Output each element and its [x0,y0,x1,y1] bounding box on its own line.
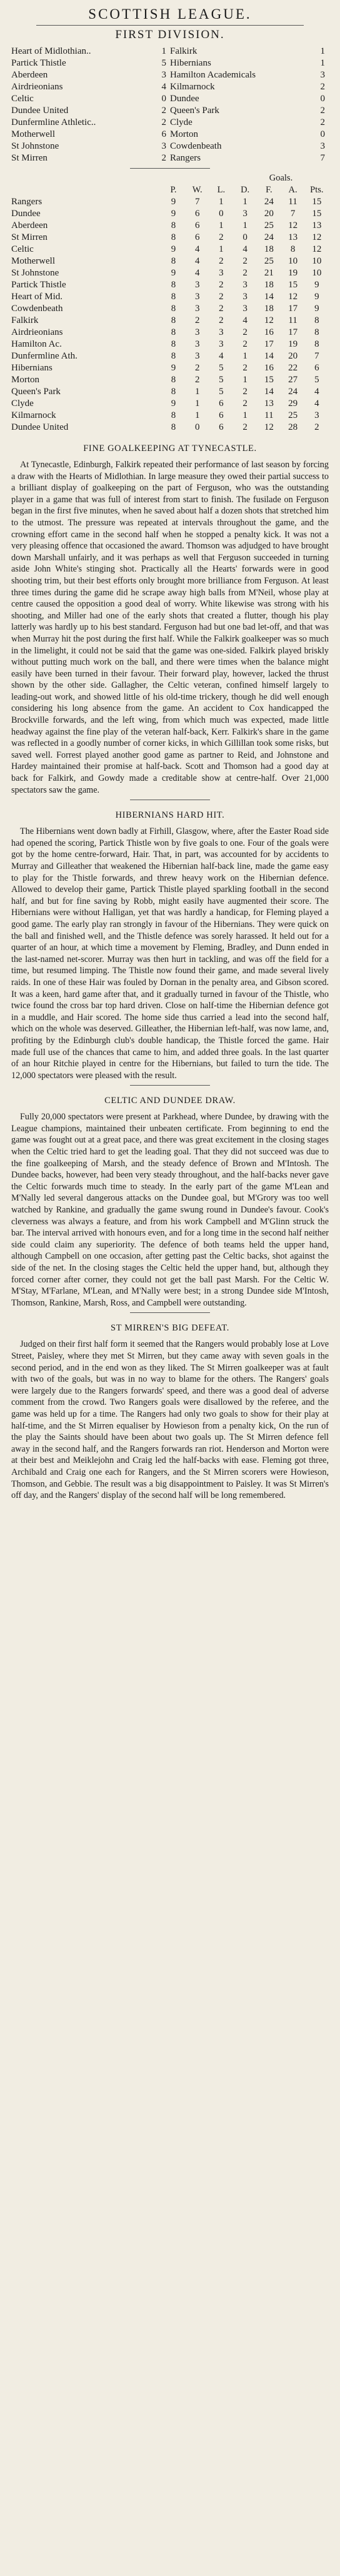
league-stat: 2 [242,327,248,337]
article [11,1312,329,1501]
league-row [11,398,329,410]
league-stat: 8 [171,292,176,302]
away-team: Falkirk [169,46,198,56]
home-goals: 6 [161,129,166,139]
league-stat: 22 [288,363,298,373]
league-team: Dunfermline Ath. [11,351,78,361]
result-row [11,105,329,117]
league-stat: 2 [242,399,248,409]
article [11,443,329,796]
league-stat: 2 [242,422,248,432]
away-goals: 7 [320,153,325,163]
league-stat: 10 [288,256,298,266]
league-row [11,362,329,374]
home-goals: 2 [161,153,166,163]
result-row [11,141,329,152]
league-stat: 8 [314,315,319,325]
league-row [11,267,329,279]
league-team: Partick Thistle [11,280,66,290]
league-stat: 1 [242,197,248,207]
league-stat: 20 [288,351,298,361]
league-team: Morton [11,375,39,385]
home-goals: 3 [161,70,166,80]
result-row [11,69,329,81]
league-row [11,339,329,350]
league-row [11,196,329,208]
league-stat: 11 [288,315,298,325]
league-stat: 12 [288,220,298,230]
league-stat: 1 [242,351,248,361]
league-header-cell: W. [192,185,202,195]
division-title: FIRST DIVISION. [115,28,225,41]
league-stat: 14 [264,351,274,361]
league-stat: 10 [312,268,322,278]
league-team: Kilmarnock [11,410,56,420]
league-stat: 5 [219,363,224,373]
league-stat: 25 [264,220,274,230]
league-stat: 5 [219,387,224,397]
league-stat: 3 [314,410,319,420]
league-stat: 3 [194,304,200,314]
league-stat: 16 [264,327,274,337]
result-row [11,129,329,141]
league-stat: 0 [219,209,224,219]
league-header-team [11,184,161,196]
league-row [11,386,329,398]
league-team: Queen's Park [11,387,61,397]
league-stat: 18 [264,280,274,290]
home-team: Motherwell [11,129,55,139]
league-stat: 8 [171,339,176,349]
league-stat: 3 [242,292,248,302]
league-stat: 7 [290,209,296,219]
league-stat: 9 [171,209,176,219]
article [11,1085,329,1309]
home-goals: 2 [161,117,166,127]
away-goals: 1 [320,46,325,56]
home-goals: 0 [161,94,166,104]
league-stat: 8 [290,244,296,254]
league-stat: 1 [194,399,200,409]
league-team: Heart of Mid. [11,292,63,302]
league-stat: 18 [264,244,274,254]
article-list [11,443,329,1502]
league-stat: 6 [219,399,224,409]
league-stat: 8 [171,304,176,314]
away-goals: 1 [320,58,325,68]
article-paragraph: The Hibernians went down badly at Firhill, Glasgow, where, after the Easter Road side had opened the scoring, Partick Thistle won by five goals to one. Four of the goals were got by the home centre-forward, Hair. That, in part, was accounted for by accidents to Murray and Gilleather that weakened the Hibernian half-back line, made the game easy to play for the Thistle forwards, and threw heavy work on the Hibernian defence. Allowed to develop their game, Partick Thistle played sparkling football in the second half, and but for fine saving by Robb, might easily have augmented their score. The Hibernians were without Halligan, yet that was hardly a handicap, for Fleming played a good game. The early play ran strongly in favour of the Hibernians. They were quick on the ball and finished well, and the Thistle defence was sorely harassed. It held out for a quarter of an hour, at which time a movement by Fleming, Bradley, and Dunn ended in the last-named net-scorer. Murray was then hurt in tackling, and was off the field for a time, but resumed limping. The Thistle now found their game, and made several lively raids. In one of these Hair was fouled by Dornan in the penalty area, and Gibson scored. It was a keen, hard game after that, and it gradually turned in favour of the Thistle, who twice found the cross bar top hard driven. Close on half-time the Hibernian defence got in a muddle, and Hair scored. The home side thus carried a lead into the second half, which on the whole was deserved. Gilleather, the Hibernian left-half, was now lame, and, profiting by the Edinburgh club's double handicap, the Thistle forced the game. Hair made full use of the chances that came to him, and added three goals. In the last quarter of an hour Ritchie played in centre for the Hibernians, but failed to turn the tide. The 12,000 spectators were pleased with the result. [11,826,329,1081]
league-stat: 1 [242,375,248,385]
league-row [11,350,329,362]
league-team: Motherwell [11,256,55,266]
league-row [11,422,329,433]
league-stat: 1 [219,220,224,230]
league-stat: 8 [171,375,176,385]
home-team: Partick Thistle [11,58,66,68]
league-stat: 3 [194,280,200,290]
league-stat: 15 [264,375,274,385]
league-stat: 2 [242,387,248,397]
league-stat: 2 [242,363,248,373]
league-stat: 6 [194,220,200,230]
league-stat: 12 [288,292,298,302]
league-stat: 8 [171,232,176,242]
away-team: Dundee [169,94,199,104]
league-stat: 2 [242,268,248,278]
league-stat: 2 [314,422,319,432]
league-stat: 24 [264,232,274,242]
league-stat: 13 [288,232,298,242]
league-stat: 1 [242,220,248,230]
result-row [11,57,329,69]
league-stat: 9 [171,197,176,207]
results-divider [130,168,210,169]
league-stat: 13 [312,220,322,230]
league-row [11,374,329,386]
league-header-row [11,184,329,196]
league-stat: 3 [219,268,224,278]
home-team: Airdrieonians [11,82,63,92]
league-stat: 9 [171,363,176,373]
goals-label: Goals. [269,173,293,183]
league-stat: 25 [264,256,274,266]
league-header-cell: P. [170,185,177,195]
league-stat: 8 [314,339,319,349]
home-goals: 3 [161,141,166,151]
away-goals: 0 [320,129,325,139]
league-team: Airdrieonians [11,327,63,337]
league-stat: 2 [194,363,200,373]
league-row [11,279,329,291]
league-stat: 6 [219,410,224,420]
league-stat: 8 [171,387,176,397]
league-stat: 3 [194,351,200,361]
league-stat: 6 [194,209,200,219]
result-row [11,46,329,57]
away-team: Morton [169,129,198,139]
league-stat: 2 [219,315,224,325]
league-stat: 17 [288,327,298,337]
league-stat: 1 [242,410,248,420]
league-stat: 8 [314,327,319,337]
league-stat: 17 [264,339,274,349]
away-goals: 3 [320,70,325,80]
league-stat: 3 [194,292,200,302]
league-stat: 0 [194,422,200,432]
league-stat: 3 [194,327,200,337]
league-stat: 2 [219,292,224,302]
league-stat: 1 [194,410,200,420]
home-team: Heart of Midlothian.. [11,46,91,56]
league-stat: 13 [264,399,274,409]
league-stat: 15 [312,209,322,219]
article-divider [130,1312,210,1313]
title-divider [36,25,304,26]
home-team: Dundee United [11,106,69,116]
league-table [11,172,329,433]
league-stat: 7 [314,351,319,361]
result-row [11,152,329,164]
league-header-cell: Pts. [310,185,324,195]
league-stat: 4 [194,268,200,278]
page-title: SCOTTISH LEAGUE. [88,6,252,22]
league-stat: 0 [242,232,248,242]
league-stat: 2 [242,256,248,266]
league-stat: 3 [219,327,224,337]
away-team: Queen's Park [169,106,219,116]
league-header-cell: A. [288,185,298,195]
league-stat: 8 [171,410,176,420]
league-team: Cowdenbeath [11,304,63,314]
league-row [11,303,329,315]
league-row [11,232,329,244]
league-stat: 18 [264,304,274,314]
league-stat: 6 [194,232,200,242]
league-stat: 2 [219,232,224,242]
league-stat: 2 [219,256,224,266]
away-goals: 2 [320,82,325,92]
away-team: Rangers [169,153,201,163]
result-row [11,81,329,93]
league-stat: 4 [194,256,200,266]
league-stat: 2 [219,304,224,314]
league-stat: 17 [288,304,298,314]
league-header-cell: L. [217,185,226,195]
article [11,800,329,1081]
league-stat: 28 [288,422,298,432]
league-stat: 4 [219,351,224,361]
away-goals: 2 [320,106,325,116]
league-row [11,255,329,267]
league-stat: 12 [312,232,322,242]
league-team: Dundee United [11,422,69,432]
league-stat: 25 [288,410,298,420]
league-stat: 8 [171,280,176,290]
league-stat: 5 [314,375,319,385]
league-stat: 3 [242,209,248,219]
home-team: Celtic [11,94,34,104]
home-team: St Mirren [11,153,48,163]
league-stat: 4 [242,315,248,325]
league-stat: 4 [314,399,319,409]
league-team: St Mirren [11,232,48,242]
article-heading: HIBERNIANS HARD HIT. [115,810,225,821]
home-goals: 4 [161,82,166,92]
league-stat: 6 [314,363,319,373]
league-stat: 1 [219,197,224,207]
league-stat: 9 [314,304,319,314]
article-heading: CELTIC AND DUNDEE DRAW. [104,1096,236,1106]
league-stat: 2 [194,375,200,385]
home-goals: 5 [161,58,166,68]
away-goals: 2 [320,117,325,127]
league-stat: 21 [264,268,274,278]
league-stat: 16 [264,363,274,373]
league-stat: 9 [314,280,319,290]
article-heading: FINE GOALKEEPING AT TYNECASTLE. [83,443,257,453]
league-stat: 24 [288,387,298,397]
league-stat: 4 [314,387,319,397]
home-goals: 1 [161,46,166,56]
league-stat: 11 [288,197,298,207]
league-stat: 12 [264,315,274,325]
league-team: Dundee [11,209,41,219]
league-stat: 8 [171,256,176,266]
league-stat: 1 [219,244,224,254]
league-row [11,291,329,303]
league-team: Rangers [11,197,42,207]
league-stat: 14 [264,387,274,397]
league-row [11,327,329,339]
league-stat: 8 [171,327,176,337]
away-team: Hibernians [169,58,211,68]
result-row [11,93,329,105]
league-stat: 1 [194,387,200,397]
league-stat: 12 [264,422,274,432]
league-row [11,220,329,232]
result-row [11,117,329,129]
league-row [11,410,329,422]
league-stat: 8 [171,422,176,432]
league-stat: 24 [264,197,274,207]
league-row [11,208,329,220]
league-stat: 11 [264,410,274,420]
league-stat: 10 [312,256,322,266]
league-stat: 20 [264,209,274,219]
league-team: Hamilton Ac. [11,339,62,349]
away-goals: 0 [320,94,325,104]
league-row [11,315,329,327]
article-paragraph: Judged on their first half form it seemed that the Rangers would probably lose at Love Street, Paisley, where they met St Mirren, but they came away with seven goals in the second period, and in the end won as they liked. The St Mirren goalkeeper was at fault with two of the goals, but was in no way to blame for the others. The Rangers' goals were largely due to the Rangers forwards' speed, and there was a good deal of adverse comment from the crowd. Two Rangers goals were disallowed by the referee, and the game was held up for a time. The Rangers had only two goals to show for their play at half-time, and the St Mirren equaliser by Howieson from a penalty kick, On the run of the play the Saints should have been about two goals up. The St Mirren defence fell away in the second half, and the Rangers forwards ran riot. Henderson and Morton were at their best and Meiklejohn and Craig led the half-backs with ease. Fleming got three, Archibald and Craig one each for Rangers, and the St Mirren scorers were Howieson, Thomson, and Gebbie. The result was a big disappointment to Paisley. It was St Mirren's off day, and the Rangers' display of the second half will be long remembered. [11,1339,329,1501]
league-team: Clyde [11,399,34,409]
league-stat: 9 [171,244,176,254]
away-team: Clyde [169,117,192,127]
away-goals: 3 [320,141,325,151]
league-stat: 4 [194,244,200,254]
away-team: Kilmarnock [169,82,215,92]
league-team: St Johnstone [11,268,59,278]
results-table [11,46,329,164]
league-stat: 9 [171,399,176,409]
league-stat: 7 [194,197,200,207]
article-paragraph: At Tynecastle, Edinburgh, Falkirk repeated their performance of last season by forcing a draw with the Hearts of Midlothian. In large measure they owed their partial success to a brilliant display of goalkeeping on the part of Ferguson, who was the outstanding player in a game that was full of interest from start to finish. The fusilade on Ferguson began in the first five minutes, when he saved about half a dozen shots that stretched him to the utmost. The pressure was repeated at intervals throughout the game, and the crowning effort came in the second half when he stopped a penalty kick. It was not a very pleasing offence that occasioned the award. Thomson was adjudged to have brought down Marshall unfairly, and it was perhaps as well that Ferguson succeeded in turning aside John White's stinging shot. Practically all the Hearts' forwards were in good shooting trim, but their best efforts only brought more brilliance from Ferguson. At least three times during the game did he scrape away high balls from M'Neil, whose play at centre caused the opposition a good deal of worry. White likewise was strong with his shooting, and Miller had one of the early shots that created a flutter, though his play latterly was hardly up to his best standard. Ferguson had but one bad let-off, and that was when Murray hit the post during the first half. While the Falkirk goalkeeper was so much in the limelight, it could not be said that the game was one-sided. Falkirk played briskly without putting much work on the ball, and there were times when the balance might easily have been turned in their favour. Their forward play, however, lacked the thrust shown by the other side. Gallagher, the Celtic veteran, confined himself largely to leading-out work, and showed little of his old-time trickery, though he did well enough considering his long absence from the game. An accident to Cox handicapped the Brockville forwards, and the left wing, from which much was expected, made little headway against the fine play of the veteran half-back, Kerr. Falkirk's share in the game was reflected in a goodly number of corner kicks, in which Gillillan took some risks, but saved well. Forrest played another good game as partner to Reid, and Johnstone and Hardey maintained their promise at half-back. Scott and Thomson had a good day at back for Falkirk, and Gowdy made a creditable show at centre-half. Over 21,000 spectators saw the game. [11,460,329,795]
league-team: Aberdeen [11,220,48,230]
league-stat: 27 [288,375,298,385]
league-stat: 5 [219,375,224,385]
league-stat: 2 [219,280,224,290]
league-stat: 3 [194,339,200,349]
league-stat: 19 [288,268,298,278]
league-stat: 3 [242,304,248,314]
league-team: Hibernians [11,363,52,373]
league-team: Celtic [11,244,34,254]
league-team: Falkirk [11,315,39,325]
league-stat: 14 [264,292,274,302]
league-header-cell: D. [241,185,250,195]
league-stat: 19 [288,339,298,349]
away-team: Hamilton Academicals [169,70,256,80]
league-header-cell: F. [266,185,272,195]
article-paragraph: Fully 20,000 spectators were present at Parkhead, where Dundee, by drawing with the League champions, maintained their unbeaten certificate. From beginning to end the game was fought out at a great pace, and there was great excitement in the closing stages when the Celtic tried hard to get the leading goal. That they did not succeed was due to the fine goalkeeping of Marsh, and the steady defence of Brown and M'Intosh. The Dundee backs, however, had been very steady throughout, and the half-backs never gave the Celtic forwards much time to steady. In the early part of the game M'Lean and M'Nally led several dangerous attacks on the Dundee goal, but M'Grory was too well watched by Rankine, and gradually the game swung round in Dundee's favour. Cook's cleverness was always a feature, and from his work Campbell and M'Glinn struck the bar. The interval arrived with honours even, and for a long time in the second half neither side could claim any superiority. The defence of both teams held the upper hand, although Campbell on one occasion, after getting past the Celtic backs, shot against the side of the net. In the closing stages the Celtic held the upper hand, but, although they forced corner after corner, they could not get the ball past Marsh. For the Celtic W. M'Stay, M'Farlane, M'Lean, and M'Nally were best; in a strong Dundee side M'Intosh, Thomson, Rankine, Marsh, Ross, and Campbell were outstanding. [11,1112,329,1308]
league-stat: 3 [242,280,248,290]
home-team: St Johnstone [11,141,59,151]
league-stat: 8 [171,315,176,325]
article-heading: ST MIRREN'S BIG DEFEAT. [111,1323,229,1334]
league-stat: 9 [171,268,176,278]
league-stat: 15 [288,280,298,290]
league-stat: 4 [242,244,248,254]
league-stat: 12 [312,244,322,254]
league-stat: 8 [171,220,176,230]
league-stat: 2 [242,339,248,349]
article-divider [130,1085,210,1086]
league-stat: 3 [219,339,224,349]
league-stat: 29 [288,399,298,409]
home-team: Dunfermline Athletic.. [11,117,96,127]
home-goals: 2 [161,106,166,116]
league-row [11,244,329,255]
league-stat: 15 [312,197,322,207]
home-team: Aberdeen [11,70,48,80]
league-goals-label-row [11,172,329,184]
league-stat: 6 [219,422,224,432]
away-team: Cowdenbeath [169,141,222,151]
league-stat: 9 [314,292,319,302]
league-stat: 8 [171,351,176,361]
league-stat: 2 [194,315,200,325]
